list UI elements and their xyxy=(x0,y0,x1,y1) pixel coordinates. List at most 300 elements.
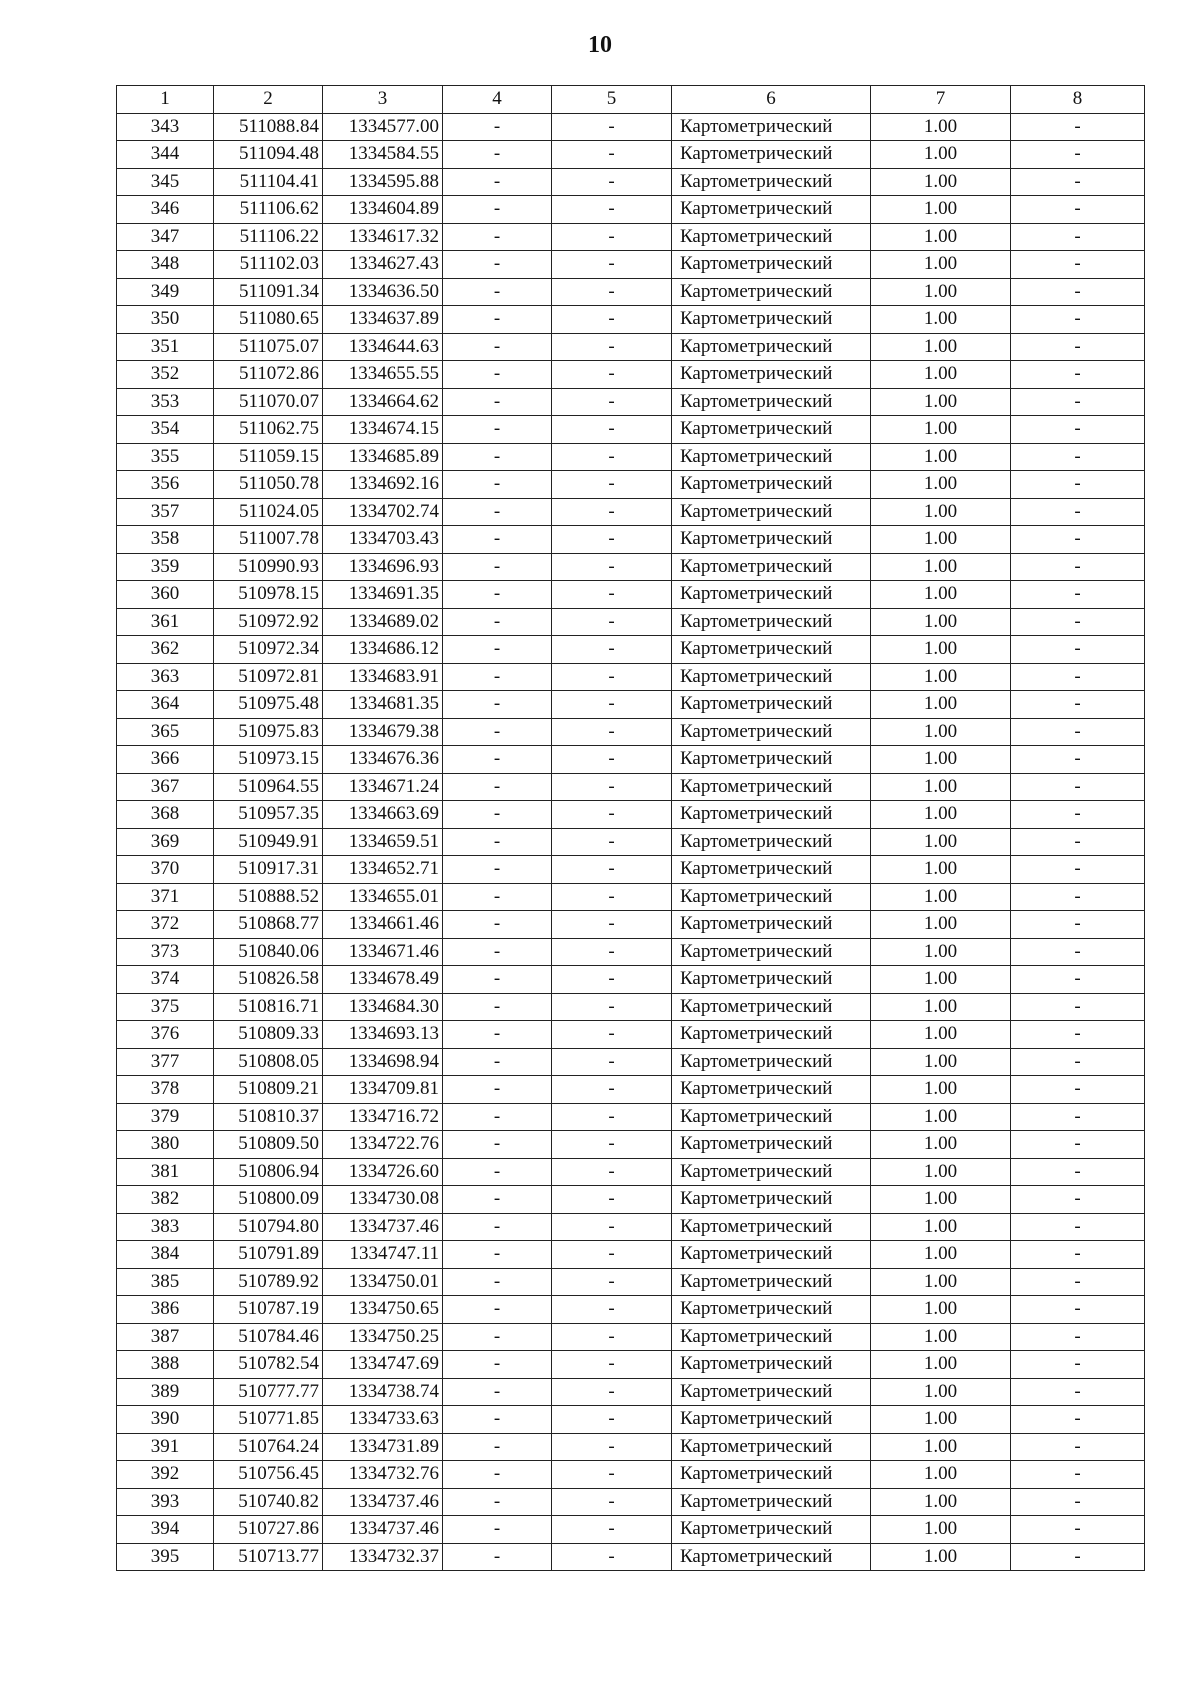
accuracy-cell: 1.00 xyxy=(871,306,1011,334)
point-number-cell: 372 xyxy=(117,911,214,939)
col-8-value-cell: - xyxy=(1011,883,1145,911)
table-row xyxy=(117,746,1145,774)
table-row xyxy=(117,828,1145,856)
col-4-value-cell: - xyxy=(443,581,552,609)
col-4-value-cell: - xyxy=(443,1213,552,1241)
coord-y-cell: 1334722.76 xyxy=(323,1131,443,1159)
col-4-value-cell: - xyxy=(443,498,552,526)
col-4-value-cell: - xyxy=(443,1406,552,1434)
table-row xyxy=(117,718,1145,746)
coordinates-table xyxy=(116,85,1145,1571)
col-8-value-cell: - xyxy=(1011,1241,1145,1269)
col-8-value-cell: - xyxy=(1011,636,1145,664)
method-cell: Картометрический xyxy=(672,1076,871,1104)
coord-y-cell: 1334644.63 xyxy=(323,333,443,361)
method-cell: Картометрический xyxy=(672,608,871,636)
point-number-cell: 391 xyxy=(117,1433,214,1461)
accuracy-cell: 1.00 xyxy=(871,416,1011,444)
coord-x-cell: 510808.05 xyxy=(214,1048,323,1076)
method-cell: Картометрический xyxy=(672,141,871,169)
coord-x-cell: 510764.24 xyxy=(214,1433,323,1461)
coord-y-cell: 1334750.65 xyxy=(323,1296,443,1324)
col-4-value-cell: - xyxy=(443,1158,552,1186)
method-cell: Картометрический xyxy=(672,1268,871,1296)
column-header-2: 2 xyxy=(214,86,323,114)
table-row xyxy=(117,636,1145,664)
method-cell: Картометрический xyxy=(672,168,871,196)
coord-x-cell: 510806.94 xyxy=(214,1158,323,1186)
method-cell: Картометрический xyxy=(672,938,871,966)
method-cell: Картометрический xyxy=(672,1048,871,1076)
table-row xyxy=(117,966,1145,994)
col-5-value-cell: - xyxy=(552,691,672,719)
method-cell: Картометрический xyxy=(672,251,871,279)
coord-y-cell: 1334627.43 xyxy=(323,251,443,279)
method-cell: Картометрический xyxy=(672,1186,871,1214)
method-cell: Картометрический xyxy=(672,1378,871,1406)
method-cell: Картометрический xyxy=(672,1241,871,1269)
coord-x-cell: 510791.89 xyxy=(214,1241,323,1269)
table-row xyxy=(117,1406,1145,1434)
coord-x-cell: 510975.48 xyxy=(214,691,323,719)
table-row xyxy=(117,223,1145,251)
method-cell: Картометрический xyxy=(672,911,871,939)
coord-x-cell: 511062.75 xyxy=(214,416,323,444)
coord-x-cell: 511024.05 xyxy=(214,498,323,526)
coord-x-cell: 510756.45 xyxy=(214,1461,323,1489)
point-number-cell: 360 xyxy=(117,581,214,609)
coord-x-cell: 511075.07 xyxy=(214,333,323,361)
point-number-cell: 345 xyxy=(117,168,214,196)
point-number-cell: 389 xyxy=(117,1378,214,1406)
table-row xyxy=(117,691,1145,719)
coord-x-cell: 510888.52 xyxy=(214,883,323,911)
col-8-value-cell: - xyxy=(1011,856,1145,884)
accuracy-cell: 1.00 xyxy=(871,1323,1011,1351)
table-row xyxy=(117,1213,1145,1241)
table-row xyxy=(117,1103,1145,1131)
table-row xyxy=(117,663,1145,691)
coord-y-cell: 1334604.89 xyxy=(323,196,443,224)
col-4-value-cell: - xyxy=(443,168,552,196)
col-4-value-cell: - xyxy=(443,1048,552,1076)
coord-y-cell: 1334731.89 xyxy=(323,1433,443,1461)
point-number-cell: 393 xyxy=(117,1488,214,1516)
col-8-value-cell: - xyxy=(1011,168,1145,196)
point-number-cell: 373 xyxy=(117,938,214,966)
method-cell: Картометрический xyxy=(672,636,871,664)
coord-x-cell: 511091.34 xyxy=(214,278,323,306)
method-cell: Картометрический xyxy=(672,1213,871,1241)
col-5-value-cell: - xyxy=(552,141,672,169)
table-row xyxy=(117,938,1145,966)
table-row xyxy=(117,1131,1145,1159)
col-5-value-cell: - xyxy=(552,608,672,636)
point-number-cell: 364 xyxy=(117,691,214,719)
col-8-value-cell: - xyxy=(1011,1268,1145,1296)
col-8-value-cell: - xyxy=(1011,526,1145,554)
col-8-value-cell: - xyxy=(1011,113,1145,141)
coord-x-cell: 511080.65 xyxy=(214,306,323,334)
coord-y-cell: 1334750.25 xyxy=(323,1323,443,1351)
col-8-value-cell: - xyxy=(1011,1488,1145,1516)
col-4-value-cell: - xyxy=(443,1186,552,1214)
method-cell: Картометрический xyxy=(672,443,871,471)
accuracy-cell: 1.00 xyxy=(871,1186,1011,1214)
col-8-value-cell: - xyxy=(1011,223,1145,251)
coord-y-cell: 1334730.08 xyxy=(323,1186,443,1214)
col-4-value-cell: - xyxy=(443,251,552,279)
coord-y-cell: 1334716.72 xyxy=(323,1103,443,1131)
point-number-cell: 358 xyxy=(117,526,214,554)
point-number-cell: 377 xyxy=(117,1048,214,1076)
col-4-value-cell: - xyxy=(443,1268,552,1296)
method-cell: Картометрический xyxy=(672,1103,871,1131)
col-8-value-cell: - xyxy=(1011,1103,1145,1131)
col-4-value-cell: - xyxy=(443,993,552,1021)
col-5-value-cell: - xyxy=(552,1488,672,1516)
table-row xyxy=(117,196,1145,224)
method-cell: Картометрический xyxy=(672,388,871,416)
table-row xyxy=(117,1158,1145,1186)
coord-y-cell: 1334689.02 xyxy=(323,608,443,636)
coord-x-cell: 510990.93 xyxy=(214,553,323,581)
method-cell: Картометрический xyxy=(672,1323,871,1351)
accuracy-cell: 1.00 xyxy=(871,1516,1011,1544)
accuracy-cell: 1.00 xyxy=(871,636,1011,664)
coord-y-cell: 1334664.62 xyxy=(323,388,443,416)
coord-y-cell: 1334747.69 xyxy=(323,1351,443,1379)
col-4-value-cell: - xyxy=(443,141,552,169)
col-8-value-cell: - xyxy=(1011,141,1145,169)
col-8-value-cell: - xyxy=(1011,1461,1145,1489)
coord-x-cell: 510868.77 xyxy=(214,911,323,939)
col-5-value-cell: - xyxy=(552,168,672,196)
col-8-value-cell: - xyxy=(1011,1186,1145,1214)
col-4-value-cell: - xyxy=(443,223,552,251)
col-4-value-cell: - xyxy=(443,828,552,856)
col-8-value-cell: - xyxy=(1011,966,1145,994)
accuracy-cell: 1.00 xyxy=(871,608,1011,636)
point-number-cell: 350 xyxy=(117,306,214,334)
col-4-value-cell: - xyxy=(443,278,552,306)
accuracy-cell: 1.00 xyxy=(871,361,1011,389)
col-5-value-cell: - xyxy=(552,828,672,856)
col-8-value-cell: - xyxy=(1011,1048,1145,1076)
col-8-value-cell: - xyxy=(1011,691,1145,719)
col-8-value-cell: - xyxy=(1011,663,1145,691)
col-4-value-cell: - xyxy=(443,1131,552,1159)
col-4-value-cell: - xyxy=(443,966,552,994)
point-number-cell: 366 xyxy=(117,746,214,774)
col-5-value-cell: - xyxy=(552,883,672,911)
col-4-value-cell: - xyxy=(443,773,552,801)
coord-y-cell: 1334636.50 xyxy=(323,278,443,306)
col-5-value-cell: - xyxy=(552,1461,672,1489)
accuracy-cell: 1.00 xyxy=(871,1076,1011,1104)
table-row xyxy=(117,443,1145,471)
col-8-value-cell: - xyxy=(1011,1323,1145,1351)
coord-x-cell: 510917.31 xyxy=(214,856,323,884)
col-5-value-cell: - xyxy=(552,1021,672,1049)
col-8-value-cell: - xyxy=(1011,498,1145,526)
coord-y-cell: 1334676.36 xyxy=(323,746,443,774)
coord-y-cell: 1334655.55 xyxy=(323,361,443,389)
col-8-value-cell: - xyxy=(1011,828,1145,856)
col-4-value-cell: - xyxy=(443,801,552,829)
col-5-value-cell: - xyxy=(552,553,672,581)
coord-x-cell: 510816.71 xyxy=(214,993,323,1021)
coord-x-cell: 510789.92 xyxy=(214,1268,323,1296)
accuracy-cell: 1.00 xyxy=(871,718,1011,746)
accuracy-cell: 1.00 xyxy=(871,1543,1011,1571)
col-8-value-cell: - xyxy=(1011,938,1145,966)
point-number-cell: 395 xyxy=(117,1543,214,1571)
col-4-value-cell: - xyxy=(443,608,552,636)
method-cell: Картометрический xyxy=(672,278,871,306)
accuracy-cell: 1.00 xyxy=(871,196,1011,224)
method-cell: Картометрический xyxy=(672,691,871,719)
point-number-cell: 381 xyxy=(117,1158,214,1186)
col-5-value-cell: - xyxy=(552,1433,672,1461)
coord-y-cell: 1334683.91 xyxy=(323,663,443,691)
accuracy-cell: 1.00 xyxy=(871,993,1011,1021)
table-row xyxy=(117,498,1145,526)
col-5-value-cell: - xyxy=(552,443,672,471)
col-8-value-cell: - xyxy=(1011,718,1145,746)
coord-y-cell: 1334698.94 xyxy=(323,1048,443,1076)
coord-y-cell: 1334732.76 xyxy=(323,1461,443,1489)
col-8-value-cell: - xyxy=(1011,1213,1145,1241)
col-4-value-cell: - xyxy=(443,856,552,884)
col-8-value-cell: - xyxy=(1011,746,1145,774)
method-cell: Картометрический xyxy=(672,1158,871,1186)
table-header-row xyxy=(117,86,1145,114)
table-row xyxy=(117,278,1145,306)
coord-x-cell: 511106.22 xyxy=(214,223,323,251)
accuracy-cell: 1.00 xyxy=(871,1213,1011,1241)
point-number-cell: 375 xyxy=(117,993,214,1021)
accuracy-cell: 1.00 xyxy=(871,1131,1011,1159)
col-8-value-cell: - xyxy=(1011,1158,1145,1186)
coord-x-cell: 510972.92 xyxy=(214,608,323,636)
point-number-cell: 376 xyxy=(117,1021,214,1049)
col-8-value-cell: - xyxy=(1011,388,1145,416)
table-row xyxy=(117,1351,1145,1379)
accuracy-cell: 1.00 xyxy=(871,581,1011,609)
accuracy-cell: 1.00 xyxy=(871,526,1011,554)
col-8-value-cell: - xyxy=(1011,1406,1145,1434)
col-5-value-cell: - xyxy=(552,306,672,334)
coord-x-cell: 510840.06 xyxy=(214,938,323,966)
col-4-value-cell: - xyxy=(443,1516,552,1544)
col-8-value-cell: - xyxy=(1011,1378,1145,1406)
coord-x-cell: 510800.09 xyxy=(214,1186,323,1214)
col-4-value-cell: - xyxy=(443,1241,552,1269)
table-row xyxy=(117,883,1145,911)
method-cell: Картометрический xyxy=(672,1433,871,1461)
method-cell: Картометрический xyxy=(672,883,871,911)
coord-x-cell: 510771.85 xyxy=(214,1406,323,1434)
column-header-1: 1 xyxy=(117,86,214,114)
col-5-value-cell: - xyxy=(552,526,672,554)
table-row xyxy=(117,168,1145,196)
coord-x-cell: 511094.48 xyxy=(214,141,323,169)
coord-y-cell: 1334584.55 xyxy=(323,141,443,169)
col-4-value-cell: - xyxy=(443,1103,552,1131)
coord-y-cell: 1334652.71 xyxy=(323,856,443,884)
col-8-value-cell: - xyxy=(1011,1433,1145,1461)
method-cell: Картометрический xyxy=(672,196,871,224)
point-number-cell: 387 xyxy=(117,1323,214,1351)
coord-y-cell: 1334661.46 xyxy=(323,911,443,939)
col-5-value-cell: - xyxy=(552,471,672,499)
col-4-value-cell: - xyxy=(443,1433,552,1461)
accuracy-cell: 1.00 xyxy=(871,828,1011,856)
col-5-value-cell: - xyxy=(552,801,672,829)
coord-y-cell: 1334726.60 xyxy=(323,1158,443,1186)
col-4-value-cell: - xyxy=(443,636,552,664)
col-4-value-cell: - xyxy=(443,663,552,691)
coord-x-cell: 510978.15 xyxy=(214,581,323,609)
point-number-cell: 354 xyxy=(117,416,214,444)
point-number-cell: 361 xyxy=(117,608,214,636)
table-row xyxy=(117,801,1145,829)
accuracy-cell: 1.00 xyxy=(871,1268,1011,1296)
column-header-7: 7 xyxy=(871,86,1011,114)
table-row xyxy=(117,361,1145,389)
point-number-cell: 374 xyxy=(117,966,214,994)
col-4-value-cell: - xyxy=(443,306,552,334)
coord-x-cell: 511059.15 xyxy=(214,443,323,471)
method-cell: Картометрический xyxy=(672,526,871,554)
coord-y-cell: 1334709.81 xyxy=(323,1076,443,1104)
coord-y-cell: 1334679.38 xyxy=(323,718,443,746)
coord-y-cell: 1334692.16 xyxy=(323,471,443,499)
table-row xyxy=(117,251,1145,279)
table-row xyxy=(117,1433,1145,1461)
accuracy-cell: 1.00 xyxy=(871,333,1011,361)
coord-y-cell: 1334577.00 xyxy=(323,113,443,141)
accuracy-cell: 1.00 xyxy=(871,1406,1011,1434)
coord-y-cell: 1334637.89 xyxy=(323,306,443,334)
col-4-value-cell: - xyxy=(443,1021,552,1049)
point-number-cell: 370 xyxy=(117,856,214,884)
col-5-value-cell: - xyxy=(552,361,672,389)
coord-x-cell: 510975.83 xyxy=(214,718,323,746)
col-8-value-cell: - xyxy=(1011,333,1145,361)
col-5-value-cell: - xyxy=(552,938,672,966)
col-5-value-cell: - xyxy=(552,223,672,251)
accuracy-cell: 1.00 xyxy=(871,168,1011,196)
method-cell: Картометрический xyxy=(672,581,871,609)
coord-y-cell: 1334663.69 xyxy=(323,801,443,829)
table-row xyxy=(117,471,1145,499)
accuracy-cell: 1.00 xyxy=(871,1351,1011,1379)
coord-y-cell: 1334684.30 xyxy=(323,993,443,1021)
col-4-value-cell: - xyxy=(443,416,552,444)
accuracy-cell: 1.00 xyxy=(871,113,1011,141)
col-5-value-cell: - xyxy=(552,416,672,444)
coord-y-cell: 1334737.46 xyxy=(323,1516,443,1544)
accuracy-cell: 1.00 xyxy=(871,1488,1011,1516)
coord-x-cell: 511106.62 xyxy=(214,196,323,224)
col-5-value-cell: - xyxy=(552,1543,672,1571)
col-8-value-cell: - xyxy=(1011,1131,1145,1159)
point-number-cell: 365 xyxy=(117,718,214,746)
col-8-value-cell: - xyxy=(1011,278,1145,306)
col-4-value-cell: - xyxy=(443,1076,552,1104)
col-4-value-cell: - xyxy=(443,746,552,774)
table-row xyxy=(117,1378,1145,1406)
coord-x-cell: 510973.15 xyxy=(214,746,323,774)
table-row xyxy=(117,993,1145,1021)
coord-x-cell: 510809.50 xyxy=(214,1131,323,1159)
accuracy-cell: 1.00 xyxy=(871,856,1011,884)
table-row xyxy=(117,1268,1145,1296)
method-cell: Картометрический xyxy=(672,1461,871,1489)
column-header-6: 6 xyxy=(672,86,871,114)
coord-y-cell: 1334747.11 xyxy=(323,1241,443,1269)
point-number-cell: 359 xyxy=(117,553,214,581)
method-cell: Картометрический xyxy=(672,1543,871,1571)
col-4-value-cell: - xyxy=(443,1543,552,1571)
table-row xyxy=(117,1296,1145,1324)
coord-x-cell: 510782.54 xyxy=(214,1351,323,1379)
accuracy-cell: 1.00 xyxy=(871,746,1011,774)
point-number-cell: 343 xyxy=(117,113,214,141)
point-number-cell: 352 xyxy=(117,361,214,389)
col-5-value-cell: - xyxy=(552,966,672,994)
method-cell: Картометрический xyxy=(672,1488,871,1516)
col-5-value-cell: - xyxy=(552,388,672,416)
coord-x-cell: 510777.77 xyxy=(214,1378,323,1406)
col-5-value-cell: - xyxy=(552,1213,672,1241)
col-4-value-cell: - xyxy=(443,1378,552,1406)
accuracy-cell: 1.00 xyxy=(871,141,1011,169)
col-4-value-cell: - xyxy=(443,388,552,416)
column-header-4: 4 xyxy=(443,86,552,114)
method-cell: Картометрический xyxy=(672,718,871,746)
col-8-value-cell: - xyxy=(1011,911,1145,939)
coord-y-cell: 1334671.24 xyxy=(323,773,443,801)
coord-y-cell: 1334737.46 xyxy=(323,1213,443,1241)
coord-y-cell: 1334659.51 xyxy=(323,828,443,856)
method-cell: Картометрический xyxy=(672,746,871,774)
col-4-value-cell: - xyxy=(443,718,552,746)
point-number-cell: 363 xyxy=(117,663,214,691)
col-5-value-cell: - xyxy=(552,773,672,801)
col-4-value-cell: - xyxy=(443,526,552,554)
coord-y-cell: 1334732.37 xyxy=(323,1543,443,1571)
col-5-value-cell: - xyxy=(552,1241,672,1269)
method-cell: Картометрический xyxy=(672,966,871,994)
coord-x-cell: 510972.81 xyxy=(214,663,323,691)
accuracy-cell: 1.00 xyxy=(871,1048,1011,1076)
point-number-cell: 355 xyxy=(117,443,214,471)
col-5-value-cell: - xyxy=(552,1076,672,1104)
col-4-value-cell: - xyxy=(443,883,552,911)
coord-x-cell: 510809.33 xyxy=(214,1021,323,1049)
coord-y-cell: 1334685.89 xyxy=(323,443,443,471)
coord-y-cell: 1334733.63 xyxy=(323,1406,443,1434)
method-cell: Картометрический xyxy=(672,223,871,251)
point-number-cell: 378 xyxy=(117,1076,214,1104)
col-8-value-cell: - xyxy=(1011,801,1145,829)
point-number-cell: 394 xyxy=(117,1516,214,1544)
col-5-value-cell: - xyxy=(552,1186,672,1214)
col-5-value-cell: - xyxy=(552,1406,672,1434)
